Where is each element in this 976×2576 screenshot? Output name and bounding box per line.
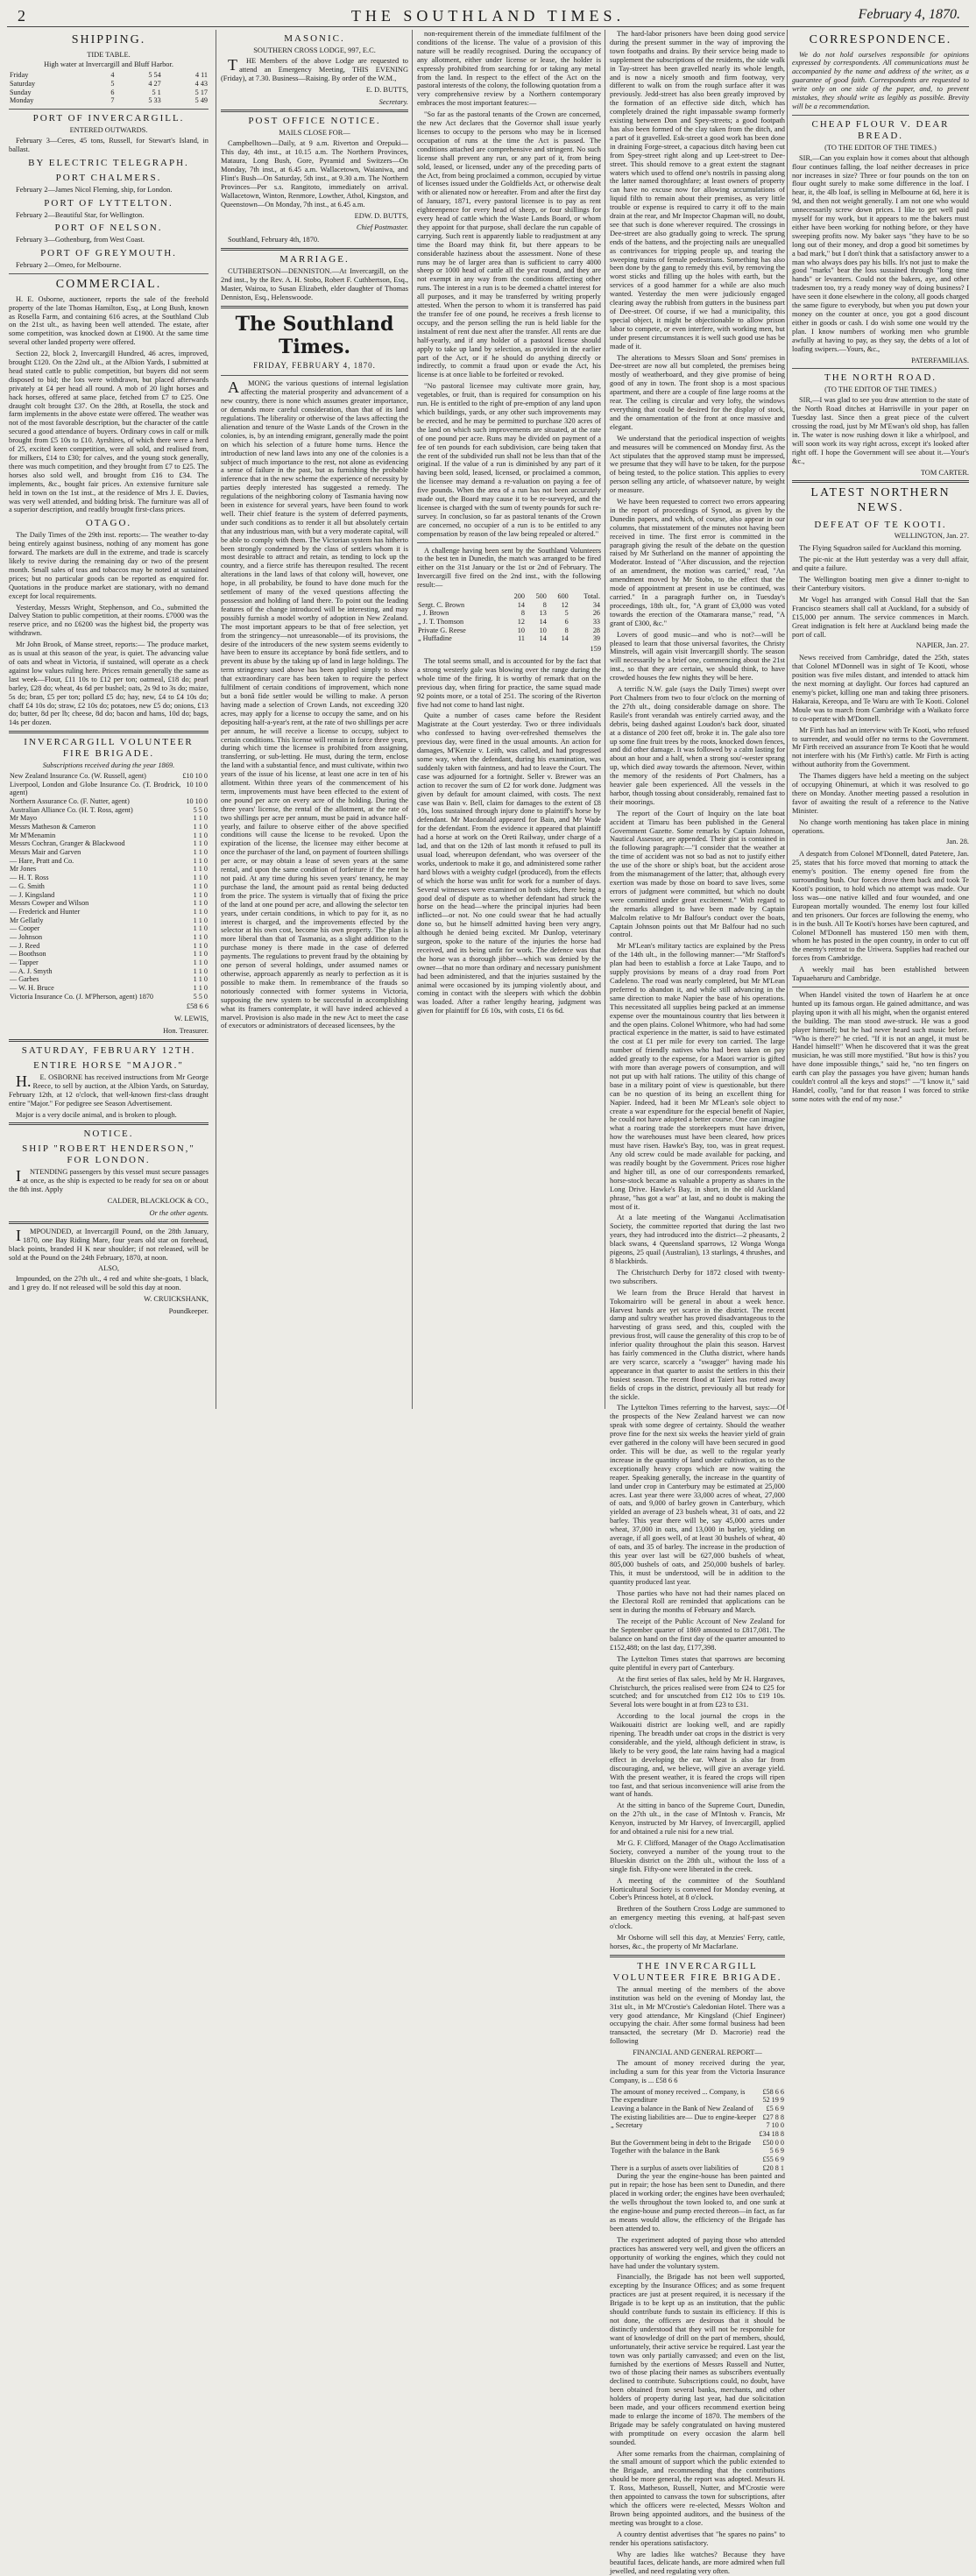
horse-major-heading: ENTIRE HORSE "MAJOR." xyxy=(33,1059,184,1071)
court-report: Quite a number of cases came before the Resident Magistrate at the Court yesterday. Two or three individuals who confessed to having over-refreshed themselves the previous day, were fined in the usual amounts. An action for damages, M'Kenzie v. Leith, was called, and had progressed some way, when the defendant, during his examination, was suddenly taken with faintness, and had to leave the Court. The case was adjourned for a fortnight. Seller v. Brewer was an action to recover the sum of £2 for work done. Judgment was given by default for amount claimed, with costs. The next case was Bain v. Bell, claim for damages to the extent of £8 10s, loss sustained through injury done to plaintiff's horse by defendant. Mr Macdonald appeared for Bain, and Mr Wade for the defendant. From the evidence it appeared that plaintiff had a horse at work on the Oreti Railway, under charge of a lad, and that on the 12th of last month it refused to pull its usual load, whereupon defendant, who was overseer of the works, undertook to make it go, and administered some rather hard blows with a weighty cudgel (produced), from the effects of which the horse was unfit for work for a number of days. Several witnesses were examined on both sides, there being a good deal of dispute as to whether defendant had struck the horse on the head—where the principal injuries had been inflicted—or not. No one could swear that he had actually done so, but he himself admitted having been very angry, although he denied being excited. Mr Dunlop, veterinary surgeon, spoke to the nature of the injuries the horse had received, and its being unfit for work. The defence was that the horse was a thorough jibber—which was denied by the owner—that no more than ordinary and necessary punishment had been administered, and that the injuries sustained by the animal were occasioned by its jumping violently about, and coming in contact with the sleepers with which the dobbin was loaded. After a rather lengthy hearing, judgment was given for plaintiff for £6 10s, with costs, £1 6s 6d. xyxy=(417,711,601,1016)
news-item-6: Mr Firth has had an interview with Te Kooti, who refused to surrender, and would offer no terms to the Government. Mr Firth received an assurance from Te Kooti that he would not interfere with his (Mr Firth's) cattle. Mr Firth is acting without authority from the Government. xyxy=(792,725,969,769)
subscription-row xyxy=(9,865,209,874)
ship-agent-name: CALDER, BLACKLOCK & CO., xyxy=(107,1197,209,1206)
subscription-row-cell: — W. H. Bruce xyxy=(10,983,54,992)
financial-report-amount: The amount of money received during the year, including a sum for this year from the Victoria Insurance Company, is ... £58 6 6 xyxy=(610,2059,785,2084)
subscription-row-cell: 1 1 0 xyxy=(193,890,208,899)
shooting-row-cell: Private G. Reese xyxy=(418,626,466,634)
financial-row xyxy=(610,2164,785,2173)
subscription-row-cell: 1 1 0 xyxy=(193,856,208,865)
jan-28-dateline: Jan. 28. xyxy=(946,838,969,846)
port-lyttelton-text: February 2—Beautiful Star, for Wellington. xyxy=(16,210,145,219)
subscription-row-cell: 5 5 0 xyxy=(193,992,208,1001)
financial-row xyxy=(610,2139,785,2148)
subscription-row-cell: Mr Jones xyxy=(10,865,37,874)
tide-row-cell: 5 17 xyxy=(194,88,208,96)
subscription-row xyxy=(9,942,209,951)
financial-cell: £55 6 9 xyxy=(762,2155,784,2164)
otago-paragraph-3: Mr John Brook, of Manse street, reports:— The produce market, as is usual at this season of the year, is quiet. The advancing value of oats and wheat in Victoria, if sustained, will operate as a check against low values ruling here. Prices remain generally the same as last week—Flour, £11 10s to £12 per ton; oatmeal, £18 do; pearl barley, £28 do; wheat, 4s 6d per bushel; oats, 2s 9d to 3s do; maize, 5s do; bran, £5 per ton; pollard £5 do; hay, new, £4 to £4 10s do; chaff £4 10s do; straw, £2 10s do; potatoes, new £5 do; onions, £13 do; butter, 8d per lb; cheese, 8d do; bacon and hams, 10d do; bags, 14s per dozen. xyxy=(9,640,209,727)
shooting-total: 159 xyxy=(590,645,601,654)
shooting-row-cell: „ J. T. Thomson xyxy=(418,618,464,626)
cheap-flour-letter: SIR,—Can you explain how it comes about that although flour continues falling, the loaf neither decreases in price nor increases in size? Three or four pounds on the ton on flour ought surely to make some difference in the loaf. I hear, it, the 4lb loaf, is selling in Melbourne at 6d, here it is 9d, and then not weight generally. I am not one who would unnecessarily screw down prices. I like to get well paid myself for my work, but it appears to me the bakers must either have been working for nothing before, or they have sweeping profits now. My baker says "they have to be so long out of their money, and drop a good bit sometimes by a bad mark," but I don't think that a satisfactory answer to a man who always does pay his bills. It's not just to make the good "marks" bear the loss sustained through "long time hands" or levanters. Could not the bakers, aye, and other tradesmen too, try a ready money way of doing business? I have seen it done elsewhere in the colony, all goods charged the same figure to everybody, but when you put down your money on the counter at once, you got a good discount either in goods or cash. I do wish some one would try the plan. I know numbers of working men who grumble awfully at having to pay, as they say, the debts of a lot of loafing swipers.—Yours, &c., xyxy=(792,153,969,353)
tide-row-cell: 4 11 xyxy=(194,71,208,80)
shooting-row-cell: 14 xyxy=(561,634,569,643)
local-item-10: Brethren of the Southern Cross Lodge are summoned to an emergency meeting this evening, at half-past seven o'clock. xyxy=(610,1905,785,1931)
subscription-row-cell: 1 1 0 xyxy=(193,932,208,941)
subscription-row-cell: 1 1 0 xyxy=(193,881,208,890)
tide-row-cell: 5 1 xyxy=(152,88,161,96)
shooting-row xyxy=(417,592,601,601)
prison-labor-item: The hard-labor prisoners have been doing good service during the present summer in the way of improving the town footpaths and drains. By their service being made to supplement the subscriptions of the residents, the side walk in Tay-street has been gravelled nearly its whole length, and is now a nicely smooth and firm footway, very different to walk on from the rough surface after it was previously. Jedd-street has also been greatly improved by the formation of an effective side ditch, which has completely drained the right impassable swamp formerly existing between Don and Spey-streets; a good footpath has also been formed of the clay taken from the ditch, and a part of it gravelled. Esk-street a good work has been done in draining Forge-street, a capacious ditch having been cut from Spey-street right along and up Leet-street to Dee-street. This should remove to a great extent the stagnant waters which used to offend one's nostrils in passing along the latter named thoroughfare; at least owners of property can have no excuse now for allowing accumulations of liquid filth to remain about their premises, as very little trouble or expense is required to carry it off to the main drain at the rear, and Mr Inspector Chapman will, no doubt, see that such is done wherever required. The crossings in Dee-street are also gradually going to wreck. The sprung ends of the battens, and the projecting nails are unequalled as contrivances for tripping people up, and tearing the sweeping trains of female pedestrians. Something has also been done by the gang to remedy this evil, by removing the worst sticks and filling up the holes with earth, but the services of a good hammer for a while are also much wanted. Yesterday the men were judiciously engaged clearing away the rubbish from gutters in the business part of Dee-street. Of course, if we had a municipality, this special object, it might be objectionable to allow prison labor to compete, or even interfere, with working men, but under present circumstances it is well such good use has be made of it. xyxy=(610,30,785,350)
tide-row-cell: 5 49 xyxy=(194,96,208,105)
subscription-row xyxy=(9,823,209,832)
north-road-to-editor: (TO THE EDITOR OF THE TIMES.) xyxy=(824,386,937,394)
cheap-flour-to-editor: (TO THE EDITOR OF THE TIMES.) xyxy=(824,143,937,152)
poundkeeper-name: W. CRUICKSHANK, xyxy=(144,1295,209,1304)
cheap-flour-signature: PATERFAMILIAS. xyxy=(911,356,969,364)
financial-cell xyxy=(610,2130,758,2139)
local-item-7: At the sitting in banco of the Supreme Court, Dunedin, on the 27th ult., in the case of M'Intosh v. Francis, Mr Kenyon, instructed by Mr Harvey, of Invercargill, applied for and obtained a rule nisi for a new trial. xyxy=(610,1801,785,1836)
christy-minstrels-item: Lovers of good music—and who is not?—will be pleased to learn that those universal favorites, the Christy Minstrels, will again visit Invercargill shortly. The season will necessarily be a brief one, commencing about the 21st inst., so that they are certain, we should think, to have crowded houses the few nights they will be here. xyxy=(610,630,785,683)
financial-cell: £58 6 6 xyxy=(762,2087,784,2096)
subscription-row-cell: — Tapper xyxy=(10,958,39,966)
subscription-row xyxy=(9,832,209,840)
local-item-4: The Lyttelton Times states that sparrows are becoming quite plentiful in every part of Canterbury. xyxy=(610,1654,785,1672)
financial-cell: „ Secretary xyxy=(611,2121,643,2130)
shooting-row-cell: 13 xyxy=(539,609,547,618)
mlean-tactics-item: Mr M'Lean's military tactics are explained by the Press of the 14th ult., in the following manner:—"Mr Stafford's plan had been to establish a force at Lake Taupo, and to supply provisions by means of a dray road from Port Cadeleno. The road was nearly completed, but Mr M'Lean preferred to abandon it, and while still advancing in the same direction to make Napier the base of his operations. This necessitated all supplies being packed at an immense expense over the mountainous country that lies between it and the open plains. Colonel Whitmore, who had had some practical experience in the matter, is said to have estimated the cost at £1 per mile for every ton carried. The large number of friendly natives who had been taken on pay added greatly to the expense, for a Maori warrior is gifted with more than average powers of consumption, and will not put up with half rations. The utility of this change of base in a military point of view is questionable, but there can be no question of its being an excellent thing for Napier. Indeed, had it been Mr M'Lean's sole object to create a war expenditure for the especial benefit of Napier, he could not have adopted a better course. One can imagine what a roaring trade the storekeepers must have driven, how the warehouses must have been cleared, how prices must have risen. Hawke's Bay, too, was in great request. Any old screw could be made available for packing, and was readily bought by the Government. Prices rose higher and higher till, as one of our correspondents remarked, horse-stock became as valuable a property as shares in the Long Drive. Hawke's Bay, in short, in the old Auckland phrase, "has got a war" at last, and no doubt is making the most of it. xyxy=(610,942,785,1211)
subscription-row-cell: — Hare, Pratt and Co. xyxy=(10,856,74,865)
subscription-row xyxy=(9,797,209,806)
financial-row xyxy=(610,2147,785,2155)
financial-report-subtitle: FINANCIAL AND GENERAL REPORT— xyxy=(633,2049,762,2057)
tide-row-cell: 4 xyxy=(110,71,115,80)
defeat-te-kooti-heading: DEFEAT OF TE KOOTI. xyxy=(814,519,947,530)
commercial-heading: COMMERCIAL. xyxy=(55,278,162,292)
commercial-paragraph-2: Section 22, block 2, Invercargill Hundred, 46 acres, improved, brought £120. On the 22nd ult., at the Albion Yards, I submitted at head stated cattle to public competition, but buyers did not seem disposed to bid; the lots were withdrawn, but placed afterwards privately at £4 per head all round. A mob of 20 light horses and hack horses, offered at same place, fetched from £7 to £25. One draught colt brought £37. On the 28th, at Rosella, the stock and farm implements in the above estate were offered. The weather was not of the most favorable description, but the character of the cattle secured a good attendance of buyers. Ordinary cows in calf or milk brought from £5 10s to £10. Ayrshires, of which there were a herd of 25, excited keen competition, were all sold, and realised from, for milkers, £14 to £30; for calves, and the young stock generally, there was much competition, and they brought from £7 to £25. The horses also sold well, and brought from £16 to £34. The implements, &c., bought fair prices. An extensive furniture sale held in town on the 1st inst., at the residence of Mrs J. E. Davies, was very well attended, and bidding brisk. The furniture was all of a superior description, and readily brought first-class prices. xyxy=(9,350,209,514)
financial-cell: The expenditure xyxy=(611,2096,658,2105)
horse-major-text-2: Major is a very docile animal, and is broken to plough. xyxy=(16,1110,177,1119)
column-1 xyxy=(9,30,212,1409)
financial-cell: But the Government being in debt to the Brigade xyxy=(611,2138,752,2147)
subscription-row-cell: Australian Alliance Co. (H. T. Ross, agent) xyxy=(10,805,133,814)
subscription-row-cell: Messrs Mair and Garven xyxy=(10,848,81,857)
financial-row xyxy=(610,2130,785,2139)
port-lyttelton-heading: PORT OF LYTTELTON. xyxy=(44,197,173,209)
north-road-heading: THE NORTH ROAD. xyxy=(824,372,937,384)
fire-brigade-fb-p4: The experiment adopted of paying those who attended practices has answered very well, and given the officers an opportunity of working the engines, which they could not have had under the voluntary system. xyxy=(610,2235,785,2270)
shooting-row-cell: 14 xyxy=(539,618,547,626)
fire-brigade-report-intro: The annual meeting of the members of the above institution was held on the evening of Monday last, the 31st ult., in Mr M'Crostie's Caledonian Hotel. There was a very good attendance, Mr Kingsland (Chief Engineer) occupying the chair. After some formal business had been transacted, the secretary (Mr D. Macrorie) read the following xyxy=(610,1985,785,2046)
otago-heading: OTAGO. xyxy=(85,518,132,529)
impound-notice-text: IMPOUNDED, at Invercargill Pound, on the 28th January, 1870, one Bay Riding Mare, four years old star on forehead, black points, branded H K near shoulder; if not released, will be sold at the Pound on the 24th February, 1870, at noon. xyxy=(9,1226,209,1262)
financial-table xyxy=(610,2088,785,2173)
acclimatisation-item: At a late meeting of the Wanganui Acclimatisation Society, the committee reported that during the last two years, they had introduced into the district—2 pheasants, 2 black swans, 4 Queensland sparrows, 12 Wonga Wonga pigeons, 25 quail (Australian), 13 starlings, 4 thrushes, and 8 blackbirds. xyxy=(610,1214,785,1265)
subscription-row-cell: 1 1 0 xyxy=(193,941,208,950)
subscription-row-cell: — H. T. Ross xyxy=(10,874,49,882)
shooting-row-cell: 12 xyxy=(561,600,569,609)
subscription-row xyxy=(9,891,209,900)
local-item-6: According to the local journal the crops in the Waikouaiti district are looking well, and are rapidly ripening. The breadth under oat crops in the district is very considerable, and the yield, although deficient in straw, is likely to be very good, the late rains having had a magical effect in developing the ear. Wheat is also far from discouraging, and, we believe, will give an average yield. With the present weather, it is feared the crops will ripen too fast, and that serious inconvenience will arise from the want of hands. xyxy=(610,1712,785,1799)
subscription-row-cell: — Boothson xyxy=(10,950,46,959)
financial-cell xyxy=(610,2155,758,2164)
subscription-row xyxy=(9,874,209,882)
subscription-row-cell: — Frederick and Hunter xyxy=(10,907,81,916)
subscription-row-cell: 1 1 0 xyxy=(193,983,208,992)
news-item-9: A despatch from Colonel M'Donnell, dated Patetere, Jan. 25, states that his force moved that morning to attack the enemy's position. The enemy opened fire from the surrounding bush. Our forces drove them back and took Te Kooti's position, to hold which no attempt was made. Our loss was—one native killed and four wounded, and one European mortally wounded. The enemy lost four killed and ten prisoners. Our forces are following the enemy, who is in the bush. All Te Kooti's horses have been captured, and Colonel M'Donnell has mustered 150 men with them, whom he has posted in the open country, in order to cut off the enemy's retreat to the Uriwera. Supplies had reached our forces from Cambridge. xyxy=(792,850,969,963)
subscription-row-cell: 1 1 0 xyxy=(193,916,208,924)
marriage-text: CUTHBERTSON—DENNISTON.—At Invercargill, on the 2nd inst., by the Rev. A. H. Stobo, Robert F. Cuthbertson, Esq., Master, Wairoa, to Susan Elizabeth, elder daughter of Thomas Denniston, Esq., Helenswoode. xyxy=(221,267,408,301)
financial-cell: £27 8 8 xyxy=(762,2112,784,2121)
subscription-row-cell: 1 1 0 xyxy=(193,848,208,857)
subscription-row xyxy=(9,772,209,781)
fire-brigade-dentist: A country dentist advertises that "he spares no pains" to render his operations satisfactory. xyxy=(610,2530,785,2547)
postmaster-name: EDW. D. BUTTS, xyxy=(354,211,408,220)
shipping-heading: SHIPPING. xyxy=(71,33,146,46)
masonic-secretary-title: Secretary. xyxy=(378,97,408,106)
treasurer-name: W. LEWIS, xyxy=(174,1015,209,1023)
leader-quote-2: "No pastoral licensee may cultivate more grain, hay, vegetables, or fruit, than is required for consumption on his run. He is entitled to the right of pre-emption of any land upon which buildings, yards, or any other such improvements may be erected, and he may be permitted to purchase 320 acres of the land on which such improvements are situated, at the rate of one pound per acre. Runs may be divided on payment of a fee of ten pounds for each subdivision, care being taken that the rent of the subdivided run shall not be less than that of the original. If the value of a run is diminished by any part of it having been sold, leased, licensed, or proclaimed a common, the licensee may demand a re-valuation on paying a fee of five pounds. When the area of a run has not been accurately made out, the Board may cause it to be re-surveyed, and the licensee is charged with the sum of twenty pounds for such re-survey. In conclusion, so far as pastoral tenants of the Crown are concerned, no occupier of a run is to be entitled to any compensation by reason of the law being repealed or altered." xyxy=(417,382,601,538)
port-invercargill-heading: PORT OF INVERCARGILL. xyxy=(32,113,185,124)
tide-row xyxy=(9,88,209,97)
financial-row xyxy=(610,2105,785,2113)
subscription-row-cell: New Zealand Insurance Co. (W. Russell, agent) xyxy=(10,772,146,781)
shooting-match-text: A challenge having been sent by the Southland Volunteers to the best ten in Dunedin, the match was arranged to be fired either on the 31st January or the 1st or 2nd of February. The Invercargill five fired on the 2nd inst., with the following result:— xyxy=(417,546,601,590)
latest-news-heading: LATEST NORTHERN NEWS. xyxy=(810,486,951,514)
harvest-item: We learn from the Bruce Herald that harvest in Tokomairiro will be general in about a week hence. Harvest hands are yet scarce in the district. The recent damp and sultry weather has proved disadvantageous to the harvesting of grass seed, and this, coupled with the previous frost, will cause the generality of this crop to be of inferior quality throughout the plain this season. Harvest has fairly commenced in the Clutha district, where hands are very scarce, scarcely a "swagger" having made his appearance in that quarter to assist the settlers in this their busiest season. The recent flood at Taieri has rotted away fields of crops in the district, previously all but ready for the sickle. xyxy=(610,1288,786,1401)
port-greymouth-text: February 2—Omeo, for Melbourne. xyxy=(16,261,122,270)
masthead: The Southland Times. xyxy=(235,312,394,358)
column-5 xyxy=(787,30,973,1409)
commercial-paragraph-1: H. E. Osborne, auctioneer, reports the sale of the freehold property of the late Thomas Hamilton, Esq., at Long Bush, known as Rosella Farm, and containing 616 acres, at the Southland Club on the 21st ult., as having been well attended. The estate, after some competition, was knocked down at £1900. At the same time several other landed property were offered. xyxy=(9,294,209,347)
otago-paragraph-2: Yesterday, Messrs Wright, Stephenson, and Co., submitted the Dalvey Station to public competition, at their rooms. £7000 was the reserve price, and no £6200 was the highest bid, the property was withdrawn. xyxy=(9,603,209,638)
tide-table-title: TIDE TABLE. xyxy=(87,50,131,59)
cheap-flour-heading: CHEAP FLOUR V. DEAR BREAD. xyxy=(811,118,950,141)
tide-row-cell: Sunday xyxy=(10,88,32,96)
financial-cell: There is a surplus of assets over liabilities of xyxy=(611,2163,739,2172)
shooting-row xyxy=(417,609,601,618)
news-item-4: Mr Vogel has arranged with Consul Hall that the San Francisco steamers shall call at Auckland, for a subsidy of £15,000 per annum. The service commences in March. Great indignation is felt here at Auckland being made the port of call. xyxy=(792,595,969,639)
marriage-heading: MARRIAGE. xyxy=(279,254,350,265)
news-item-3: The Wellington boating men give a dinner to-night to their Canterbury visitors. xyxy=(792,576,969,593)
subscription-row-cell: 1 1 0 xyxy=(193,907,208,916)
post-office-date: Southland, February 4th, 1870. xyxy=(228,236,320,244)
subscription-row-cell: Messrs Cowper and Wilson xyxy=(10,899,89,908)
news-item-5: News received from Cambridge, dated the 25th, states that Colonel M'Donnell was in sight of Te Kooti, whose position was five miles distant, and intended to attack him the next morning at daylight. Our forces had captured an enemy's picket, killing one man and taking three prisoners. Hakaraia, Kereopa, and Te Waru are with Te Kooti. Colonel Moule was to march from Cambridge with a Waikato force to co-operate with M'Donnell. xyxy=(792,654,969,723)
shooting-row-cell: Sergt. C. Brown xyxy=(418,600,465,609)
tide-row-cell: Saturday xyxy=(10,80,36,88)
treasurer-title: Hon. Treasurer. xyxy=(163,1027,209,1036)
subscription-row-cell: 1 1 0 xyxy=(193,950,208,959)
subscription-row-cell: 1 1 0 xyxy=(193,831,208,839)
subscription-row xyxy=(9,984,209,993)
tide-row xyxy=(9,71,209,80)
subscription-row-cell: Victoria Insurance Co. (J. M'Pherson, agent) 1870 xyxy=(10,992,154,1001)
subscription-row-cell: 1 1 0 xyxy=(193,966,208,975)
shooting-note: The total seems small, and is accounted for by the fact that a strong westerly gale was blowing over the range during the whole time of the firing. It is worthy of remark that on the previous day, when firing for practice, the same squad made 92 points more, or a total of 251. The scoring of the Riverton five had not come to hand last night. xyxy=(417,657,601,709)
fire-brigade-fb-p6: After some remarks from the chairman, complaining of the small amount of support which the public extended to the Brigade, and recommending that the contributions should be more general, the report was adopted. Messrs H. T. Ross, Matheson, Russell, Nutter, and M'Crostie were then appointed to canvass the town for subscriptions, after which the officers were re-elected, Messrs Wolton and Brown being appointed auditors, and the business of the meeting was brought to a close. xyxy=(610,2449,785,2527)
subscription-row-cell: Messrs Matheson & Cameron xyxy=(10,823,96,832)
notice-heading: NOTICE. xyxy=(83,1129,134,1140)
subscriptions-total: £58 6 6 xyxy=(186,1002,209,1011)
shooting-row-cell: 11 xyxy=(518,634,525,643)
subscription-row xyxy=(9,806,209,815)
sloan-premises-item: The alterations to Messrs Sloan and Sons' premises in Dee-street are now all but completed, the premises being mostly of weatherboard, and they give promise of being good of any in town. The front shop is a most spacious apartment, and there are a couple of fine large rooms at the rear. The ceiling is circular and very lofty, the windows everything that could be desired for the display of stock, and the ornamentation of the front at once massive and elegant. xyxy=(610,353,785,431)
tide-table xyxy=(9,71,209,105)
north-road-signature: TOM CARTER. xyxy=(920,468,969,477)
ship-agent-other: Or the other agents. xyxy=(149,1208,209,1217)
local-item-11: Mr Osborne will sell this day, at Menzies' Ferry, cattle, horses, &c., the property of Mr Macfarlane. xyxy=(610,1934,785,1950)
fire-brigade-ad-heading: INVERCARGILL VOLUNTEER FIRE BRIGADE. xyxy=(24,737,194,760)
subscription-row xyxy=(9,950,209,959)
news-item-8: No change worth mentioning has taken place in mining operations. xyxy=(792,817,969,835)
tide-row xyxy=(9,80,209,88)
leader-article: AMONG the various questions of internal legislation affecting the material prosperity and advancement of a new country, there is none which assumes greater importance, or demands more careful consideration, than that of its land regulations. The liberality or otherwise of the laws affecting the alienation and tenure of the Waste Lands of the Crown in the colonies, is, by an intending emigrant, generally made the point on which his selection of a future home turns. Hence the introduction of new land laws into any one of the colonies is a subject of much importance to the rest, not alone as evidencing a sense of failure in the past, but as furnishing the probable inference that in the new scheme the experience of necessity by parties deeply interested has suggested a remedy. The regulations of the neighboring colony of Tasmania having now been in existence for several years, have been found to work well. Their chief feature is the system of deferred payments, under such conditions as to render it all but absolutely certain that any industrious man, with but a very moderate capital, will be able to comply with them. The Victorian system has hitherto been strongly condemned by the class of settlers whom it is most desirable to attract and retain, as tending to lock up the country, and a fierce strife has thereupon resulted. The recent alterations in the land laws of that colony will, however, one hope, in all probability, be found to have done much for the settlement of many of the vexed questions affecting the possession and holding of land there. To point out the leading features of the change introduced will be interesting, and may possibly furnish a model worthy of adoption in New Zealand. The most important appears to be that of free selection, yet from the stringency—not unreasonable—of its provisions, the desire of the introducers of the new system seems evidently to have been to ensure its acceptance by bonâ fide settlers, and to prevent its abuse by the taking up of land in large holdings. The term stringency used above has been applied simply to show that extraordinary care has been taken to require the perfect fulfilment of certain conditions of improvement, which none but a bonâ fide settler would be willing to make. A person having made a selection of Crown Lands, not exceeding 320 acres, may apply for a license to occupy the same, and on his depositing half-a-year's rent, at the rate of two shillings per acre per annum, he will receive a license to occupy, subject to certain conditions. This license will remain in force three years, during which time the licensee is prohibited from assigning, transferring, or sub-letting. He must, during the term, enclose the land with a substantial fence, and must cultivate, within two years of the issue of his license, at least one acre in ten of his allotment. Within three years of the commencement of his term, improvements must have been effected to the extent of one pound per acre on every acre of the holding. During the three years' license, the rental of the allotment, at the rate of two shillings per acre per annum, must be paid in advance half-yearly, and failure to observe either of the above specified conditions will cause the license to be revoked. Upon the expiration of the license, the licensee may either become at once the purchaser of the land, on payment of fourteen shillings per acre, or may obtain a lease of seven years at the same rental, and upon the same condition of forfeiture if the rent be not paid. At any time during his seven years' tenancy, he may purchase the land, the amount paid as rental being deducted from the price. The system is virtually that of fixing the price of the land at one pound per acre, and allowing the selector ten years, under certain conditions, in which to pay for it, as no interest is charged, and the improvements effected by the selector at his own cost, become his own property. The plan is more liberal than that of Tasmania, as a slight addition to the purchase money is there made in the case of deferred payments. The regulations to prevent fraud by the obtaining by one person of several holdings, under assumed names or otherwise, approach apparently as nearly to perfection as it is possible to make them. In remembrance of the frauds so notoriously connected with former systems in Victoria, supposing the new system to be successful in accomplishing what its framers contemplate, it will have indeed achieved a marvel. Provision is also made in the new Act to meet the case of executors or administrators of deceased licensees, by the xyxy=(221,379,408,1030)
page-number: 2 xyxy=(18,7,25,25)
financial-cell: The existing liabilities are— Due to engine-keeper xyxy=(611,2112,756,2121)
financial-cell: £20 8 1 xyxy=(762,2163,784,2172)
subscription-row-cell: Northern Assurance Co. (F. Nutter, agent) xyxy=(10,797,130,806)
subscription-row xyxy=(9,848,209,857)
financial-cell: £50 0 0 xyxy=(762,2138,784,2147)
synod-correction-item: We have been requested to correct two errors appearing in the report of proceedings of Synod, as given by the Dunedin papers, and which, of course, also appear in our columns, that misstatement of the minutes not having been received in time. The first error is committed in the paragraph giving the result of the debate on the question raised by Mr Sutherland on the manner of appointing the Moderator. Instead of "After discussion, and the rejection of an amendment, the motion was carried," read, "An amendment moved by Mr Stobo, to the effect that the mode of appointment at present in use be continued, was carried." In a paragraph further on, in Tuesday's proceedings, 18th ult., for, "A grant of £3,000 was voted towards the erection of the Otamarara manse," read, "A grant of £300, &c." xyxy=(610,498,785,627)
tide-row-cell: 4 43 xyxy=(194,80,208,88)
telegraph-heading: BY ELECTRIC TELEGRAPH. xyxy=(28,157,189,168)
subscription-row-cell: — A. J. Smyth xyxy=(10,966,53,975)
news-item-2: The pic-nic at the Hutt yesterday was a very dull affair, and quite a failure. xyxy=(792,556,969,573)
port-greymouth-heading: PORT OF GREYMOUTH. xyxy=(40,248,177,259)
tide-row-cell: 7 xyxy=(110,96,115,105)
subscription-row-cell: 1 1 0 xyxy=(193,924,208,933)
subscription-row-cell: Mr Mayo xyxy=(10,814,38,823)
tide-row-cell: 5 33 xyxy=(148,96,161,105)
column-4 xyxy=(605,30,789,2576)
port-chalmers-text: February 2—James Nicol Fleming, ship, for London. xyxy=(16,185,173,194)
subscription-row-cell: — Johnson xyxy=(10,932,43,941)
subscription-row-cell: 10 10 0 xyxy=(186,780,208,789)
shooting-row-cell: 8 xyxy=(520,609,525,618)
subscription-row-cell: Mr M'Menamin xyxy=(10,831,56,839)
shooting-row-cell: 14 xyxy=(539,634,547,643)
subscription-row-cell: 1 1 0 xyxy=(193,874,208,882)
entered-outwards: ENTERED OUTWARDS. xyxy=(69,125,148,134)
shooting-row xyxy=(417,626,601,635)
subscription-row xyxy=(9,839,209,848)
tide-row-cell: 4 27 xyxy=(148,80,161,88)
financial-cell: 5 6 9 xyxy=(769,2147,784,2155)
financial-cell: £5 6 9 xyxy=(766,2105,784,2113)
news-item-7: The Thames diggers have held a meeting on the subject of occupying Ohinemuri, at which it was resolved to go there on Monday. Another meeting passed a resolution in favor of awaiting the result of a reference to the Native Minister. xyxy=(792,772,969,815)
subscription-row-cell: 1 1 0 xyxy=(193,899,208,908)
leader-quote-1: "So far as the pastoral tenants of the Crown are concerned, the new Act declares that the Governor shall issue yearly licenses to occupy to the persons who may be in licensed occupation of runs at the time the Act is passed. The conditions attached are comprehensive and stringent. No such license shall prevent any run, or any part of it, from being sold, leased, or licensed, under any of the preceding parts of the Act, from being proclaimed a common, occupied by virtue of licenses issued under the Goldfields Act, or otherwise dealt with or alienated now or hereafter. From and after the first day of January, 1871, every pastoral licensee is to pay as rent eighteenpence for every head of sheep, or four shillings for every head of cattle which the Waste Lands Board, or whom they appoint for that purpose, shall declare the run capable of carrying. Such rent is apparently liable to readjustment at any time the Board may think fit, but there appears to be considerable haziness about the assessment. None of these runs may be of larger area than is sufficient to carry 4000 sheep or 1000 head of cattle all the year round, and they are not exempt in any way from the conditions affecting other runs. The interest in a run is to be deemed a chattel interest for all purposes, and it may be transferred by writing properly attested. When the person to whom it is transferred has paid the transfer fee of one pound, he receives a fresh license to occupy, and the person selling the run is held liable for the instalment of rent due next after the transfer. All rents are due half-yearly, and if any holder of a pastoral license should apply to take up land by selection, as provided in the earlier part of the Act, or if he should do anything directly or indirectly, to commit a fraud upon or evade the Act, his license is at once liable to be forfeited or revoked. xyxy=(417,110,601,379)
subscription-row-cell: Liverpool, London and Globe Insurance Co. (T. Brodrick, agent) xyxy=(10,780,181,797)
shooting-row-cell: „ Huffadine xyxy=(418,634,452,643)
post-office-text: Campbelltown—Daily, at 9 a.m. Riverton and Orepuki—This day, 4th inst., at 10.15 a.m. The Northern Provinces, Mataura, Long Bush, Gore, Pyramid and Switzers—On Monday, 7th inst., at 6.45 a.m. Wallacetown, Waianiwa, and Flint's Bush—On Saturday, 5th inst., at 9.30 a.m. The Northern Provinces—Per s.s. Rangitoto, immediately on arrival. Wallacetown, Winton, Renmore, Lowther, Athol, Kingston, and Queenstown—On Monday, 7th inst., at 6.45 a.m. xyxy=(221,139,408,209)
subscription-row-cell: — J. Reed xyxy=(10,941,40,950)
shooting-row xyxy=(417,618,601,626)
shooting-row-cell: 5 xyxy=(564,609,569,618)
subscription-row-cell: 1 1 0 xyxy=(193,839,208,848)
wellington-dateline: WELLINGTON, Jan. 27. xyxy=(894,532,969,541)
subscription-row-cell: — G. Smith xyxy=(10,881,45,890)
financial-row xyxy=(610,2155,785,2164)
saturday-auction-heading: SATURDAY, FEBRUARY 12TH. xyxy=(21,1044,196,1056)
newspaper-title: THE SOUTHLAND TIMES. xyxy=(350,7,626,25)
local-item-2: Those parties who have not had their names placed on the Electoral Roll are reminded that applications can be sent in during the months of February and March. xyxy=(610,1589,785,1615)
shooting-row-cell: Total. xyxy=(583,592,600,601)
local-item-9: A meeting of the committee of the Southland Horticultural Society is convened for Monday evening, at Cober's Princess hotel, at 8 o'clock. xyxy=(610,1876,785,1902)
shooting-row-cell: 8 xyxy=(564,626,569,634)
subscription-row xyxy=(9,781,209,797)
column-3 xyxy=(412,30,605,1409)
subscription-row xyxy=(9,857,209,866)
shooting-row-cell: 12 xyxy=(517,618,525,626)
financial-row xyxy=(610,2113,785,2122)
shooting-row-cell: 200 xyxy=(513,592,525,601)
poundkeeper-title: Poundkeeper. xyxy=(168,1307,209,1316)
shooting-score-table xyxy=(417,592,601,643)
editorial-dateline: FRIDAY, FEBRUARY 4, 1870. xyxy=(253,360,376,370)
shooting-row-cell: 14 xyxy=(517,600,525,609)
shooting-row-cell: „ J. Brown xyxy=(418,609,449,618)
shooting-row-cell: 10 xyxy=(517,626,525,634)
subscription-row xyxy=(9,993,209,1001)
handel-anecdote: When Handel visited the town of Haarlem he at once hunted up its famous organ. He gained admittance, and was playing upon it with all his might, when the organist entered the building. The man stood awe-struck. He was a good player himself; but he had never heard such music before. "Who is there?" he cried. "If it is not an angel, it must be Handel himself!" When he discovered that it was the great musician, he was still more mystified. "But how is this? you have done impossible things," said he, "no ten fingers on earth can play the passages you have given; human hands couldn't control all the keys and stops!" —"I know it," said Handel, coolly, "and for that reason I was forced to strike some notes with the end of my nose." xyxy=(792,990,969,1103)
financial-row xyxy=(610,2088,785,2097)
weights-measures-item: We understand that the periodical inspection of weights and measures will be commenced on Monday first. As the Act stipulates that the approved stamp must be impressed, we presume that they will have to be taken, for the purpose of being tested, to the police station. This applies to every person selling any article, of whatsoever nature, by weight or measure. xyxy=(610,434,785,495)
financial-cell: Leaving a balance in the Bank of New Zealand of xyxy=(611,2105,753,2113)
masonic-lodge: SOUTHERN CROSS LODGE, 997, E.C. xyxy=(253,46,376,54)
shooting-row-cell: 34 xyxy=(592,600,600,609)
column-2 xyxy=(216,30,413,1409)
subscription-row-cell: — J. Kingsland xyxy=(10,890,55,899)
shooting-row-cell: 500 xyxy=(535,592,547,601)
financial-cell: 7 10 0 xyxy=(766,2121,784,2130)
masonic-secretary-name: E. D. BUTTS, xyxy=(365,85,408,94)
tide-row-cell: Friday xyxy=(10,71,29,80)
horse-major-text: H.E. OSBORNE has received instructions from Mr George Reece, to sell by auction, at the Albion Yards, on Saturday, February 12th, at 12 o'clock, that well-known first-class draught entire "Major." For pedigree see Season Advertisement. xyxy=(9,1072,209,1108)
fire-brigade-fb-p5: Financially, the Brigade has not been well supported, excepting by the Insurance Offices; and as some frequent practices are just at present required, it is necessary if the Brigade is to be kept up as an institution, that the public should contribute funds to sustain its efficiency. If this is not done, the officers are desirous that it should be distinctly understood that they will not be responsible for want of knowledge of drill on the part of members, should, unfortunately, their active service be required. Last year the town was only partially canvassed; and even on the list, furnished by the exertions of Messrs Russell and Nutter, two of those placing their names as subscribers eventually declined to contribute. Subscriptions could, no doubt, have been obtained from several banks, merchants, and other holders of property during last year, had due solicitation been made, and your officers recommend exertion being made to enlarge the income of 1870. The members of the Brigade may be safely congratulated on having mustered with promptitude on every occasion the alarm bell sounded. xyxy=(610,2273,785,2446)
port-chalmers-heading: PORT CHALMERS. xyxy=(55,172,162,183)
financial-cell: The amount of money received ... Company, is xyxy=(611,2087,746,2096)
subscription-row xyxy=(9,933,209,942)
subscription-row xyxy=(9,882,209,891)
fire-brigade-ladies: Why are ladies like watches? Because they have beautiful faces, delicate hands, are more admired when full jewelled, and need regulating very often. xyxy=(610,2550,785,2576)
masonic-heading: MASONIC. xyxy=(284,33,345,44)
shooting-row-cell: 6 xyxy=(564,618,569,626)
subscription-row xyxy=(9,967,209,976)
shooting-row-cell: 33 xyxy=(592,618,600,626)
gale-item: A terrific N.W. gale (says the Daily Times) swept over Port Chalmers from two to four o'clock on the morning of the 27th ult., doing considerable damage on shore. The Rasile's front verandah was entirely carried away, and the debris, being dashed against Loudon's back door, situated at a distance of 200 feet off, broke it in. The gale also tore up some fine fruit trees by the roots, knocked down fences, and did other damage. It was followed by a calm lasting for about an hour and a half, when a strong sou'-wester sprang up, which died away towards the afternoon. Never, within the memory of the residents of Port Chalmers, has a heavier gale been experienced. All the vessels in the harbor, though tossing about considerably, remained fast to their moorings. xyxy=(610,685,785,806)
subscription-row xyxy=(9,916,209,925)
ship-robert-henderson-heading: SHIP "ROBERT HENDERSON," FOR LONDON. xyxy=(22,1143,195,1166)
local-item-5: At the first series of flax sales, held by Mr H. Hargraves, Christchurch, the prices realised were from £24 to £25 for scutched; and for unscutched from £12 10s to £19 10s. Several lots were bought in at from £23 to £31. xyxy=(610,1674,785,1709)
post-office-heading: POST OFFICE NOTICE. xyxy=(248,116,381,127)
subscription-row-cell: 1 1 0 xyxy=(193,865,208,874)
shooting-row xyxy=(417,601,601,610)
subscriptions-table xyxy=(9,772,209,1001)
otago-paragraph-1: The Daily Times of the 29th inst. reports:— The weather to-day being entirely against business, nothing of any moment has gone forward. The markets are dull in the extreme, and trade is scarcely likely to revive during the remaining day or two of the present month. Small sales of teas and tobaccos may be noted at sustained prices; but no particular goods can be reported as enquired for. Quotations in the produce market are stationary, with no demand except for local requirements. xyxy=(9,531,209,600)
napier-dateline: NAPIER, Jan. 27. xyxy=(916,641,969,650)
ship-notice-text: INTENDING passengers by this vessel must secure passages at once, as the ship is expected to be ready for sea on or about the 8th inst. Apply xyxy=(9,1167,209,1194)
subscription-row-cell: 1 1 0 xyxy=(193,823,208,832)
financial-row xyxy=(610,2096,785,2105)
shooting-row xyxy=(417,634,601,643)
subscription-row-cell: £10 10 0 xyxy=(182,772,208,781)
subscription-row xyxy=(9,959,209,967)
subscription-row-cell: 1 1 0 xyxy=(193,975,208,984)
leader-continued-1: non-requirement therein of the immediate fulfilment of the conditions of the license. The value of a provision of this nature will be readily recognised. During the occupancy of any allotment, either under license or lease, the holder is expressly prohibited from searching for or taking any metal from the land. In respect to the effect of the Act on the pastoral interests of the colony, the following quotation from a very comprehensive review by a Northern contemporary embraces the most important features:— xyxy=(417,30,601,108)
page-header xyxy=(7,7,969,27)
shooting-row-cell: 8 xyxy=(542,600,547,609)
tide-row-cell: 5 xyxy=(110,80,115,88)
impound-also: ALSO, xyxy=(98,1264,119,1273)
news-item-10: A weekly mail has been established between Tapuaeharuru and Cambridge. xyxy=(792,966,969,983)
tide-table-note: High water at Invercargill and Bluff Harbor. xyxy=(44,60,173,69)
fire-brigade-fb-p3: During the year the engine-house has been painted and put in repair; the hose has been sent to Dunedin, and there placed in working order; the engines have been overhauled; the wells throughout the town looked to, and one sunk at the engine-house and pump erected thereon—in fact, as far as means would allow, the efficiency of the Brigade has been attended to. xyxy=(610,2172,785,2233)
subscription-row-cell: Mr Gellatly xyxy=(10,916,44,924)
mails-close-subtitle: MAILS CLOSE FOR— xyxy=(279,129,350,138)
subscription-row xyxy=(9,908,209,916)
tide-row xyxy=(9,96,209,105)
local-item-1: The Lyttelton Times referring to the harvest, says:—Of the prospects of the New Zealand harvest we can now speak with some degree of certainty. Should the weather prove fine for the next six weeks the heavier yield of grain ever gathered in the colony will have been secured in good order. This will be due, as well to the regular yearly increase in the quantity of land under cultivation, as to the exceptionally heavy crops which are now waiting the reaper. Speaking generally, the increase in the quantity of land under crop in Canterbury may be estimated at 25,000 acres. Last year there were 33,000 acres of wheat, 27,000 of oats, and 9,000 of barley grown in Canterbury, which yielded an average of 23 bushels wheat, 31 of oats, and 22 barley. This year there will be, say 45,000 acres under wheat, 37,000 in oats, and 13,000 in barley, yielding on average, if all goes well, of at least 30 bushels of wheat, 40 of oats, and 35 of barley. The increase in the production of this year over last will be 627,000 bushels of wheat, 805,000 bushels of oats, and 250,000 bushels of barley. This, it must be understood, will be in addition to the quantity produced last year. xyxy=(610,1404,785,1586)
fire-brigade-report-heading: THE INVERCARGILL VOLUNTEER FIRE BRIGADE. xyxy=(612,1960,782,1983)
financial-cell: £34 18 8 xyxy=(759,2130,784,2139)
shooting-row-cell: 10 xyxy=(539,626,547,634)
subscription-row-cell: 1 1 0 xyxy=(193,958,208,966)
shooting-row-cell: 26 xyxy=(592,609,600,618)
postmaster-title: Chief Postmaster. xyxy=(356,223,408,232)
subscription-row-cell: 10 10 0 xyxy=(186,797,208,806)
port-nelson-text: February 3—Gothenburg, from West Coast. xyxy=(16,236,145,244)
local-item-3: The receipt of the Public Account of New Zealand for the September quarter of 1869 amounted to £817,081. The balance on hand on the first day of the quarter amounted to £152,488; on the last day, £177,398. xyxy=(610,1617,785,1652)
port-nelson-heading: PORT OF NELSON. xyxy=(54,223,163,234)
subscription-row-cell: — Garbes xyxy=(10,975,39,984)
subscription-row-cell: Messrs Cochran, Granger & Blackwood xyxy=(10,839,125,848)
issue-date: February 4, 1870. xyxy=(858,7,960,22)
tide-row-cell: 5 54 xyxy=(148,71,161,80)
shooting-row-cell xyxy=(417,592,504,601)
financial-cell: Together with the balance in the Bank xyxy=(611,2147,720,2155)
shooting-row-cell: 28 xyxy=(592,626,600,634)
masonic-text: THE Members of the above Lodge are requested to attend an Emergency Meeting, THIS EVENING (Friday), at 7.30. Business—Raising. By order of the W.M., xyxy=(221,55,408,82)
tide-row-cell: 6 xyxy=(110,88,115,96)
north-road-letter: SIR,—I was glad to see you draw attention to the state of the North Road ditches at Harrisville in your paper on Tuesday last. Since then a great piece of the culvert crossing the road, just by Mr M'Ewan's old shop, has fallen in. The water is now rushing down it like a whirlpool, and will soon work its way right across, except it's looked after right off. I hope the Government will see about it.—Your's &c., xyxy=(792,396,969,465)
subscription-row-cell: 5 5 0 xyxy=(193,805,208,814)
local-item-8: Mr G. F. Clifford, Manager of the Otago Acclimatisation Society, conveyed a number of the young trout to the Blueskin district on the 28th ult., without the loss of a single fish. Fifty-one were liberated in the creek. xyxy=(610,1838,785,1873)
subscription-row xyxy=(9,924,209,933)
financial-cell: 52 19 9 xyxy=(762,2096,784,2105)
correspondence-note: We do not hold ourselves responsible for opinions expressed by correspondents. All communications must be accompanied by the name and address of the writer, as a guarantee of good faith. Correspondents are requested to write only on one side of the paper, and, to prevent mistakes, they should write as legibly as possible. Brevity will be a recommendation. xyxy=(792,50,969,110)
impound-notice-text-2: Impounded, on the 27th ult., 4 red and white she-goats, 1 black, and 1 grey do. If not released will be sold this day at noon. xyxy=(9,1275,209,1292)
news-item-1: The Flying Squadron sailed for Auckland this morning. xyxy=(799,544,962,553)
shooting-row-cell: 39 xyxy=(592,634,600,643)
subscription-row-cell: — Cooper xyxy=(10,924,40,933)
shooting-row-cell: 600 xyxy=(557,592,569,601)
tide-row-cell: Monday xyxy=(10,96,34,105)
fire-brigade-ad-subtitle: Subscriptions received during the year 1869. xyxy=(42,761,175,770)
derby-item: The Christchurch Derby for 1872 closed with twenty-two subscribers. xyxy=(610,1268,785,1285)
financial-row xyxy=(610,2121,785,2130)
subscription-row xyxy=(9,975,209,984)
port-invercargill-text: February 3—Ceres, 45 tons, Russell, for Stewart's Island, in ballast. xyxy=(9,136,209,153)
correspondence-heading: CORRESPONDENCE. xyxy=(809,33,952,46)
subscription-row xyxy=(9,899,209,908)
subscription-row xyxy=(9,814,209,823)
subscription-row-cell: 1 1 0 xyxy=(193,814,208,823)
timaru-inquiry-item: The report of the Court of Inquiry on the late boat accident at Timaru has been published in the General Government Gazette. Some remarks by Captain Johnson, Nautical Assessor, are appended. Their gist is contained in the following paragraph:—"I consider that the weather at the time of accident was not so bad as not to justify either the use of the shore or ship's boat, but the accident arose from the mismanagement of the latter; that, although every exertion was made by those on board to save lives, some errors of judgment were committed, but which no doubt were committed under great excitement." With regard to the remarks alleged to have been made by Captain Malcolm relative to Mr Balfour's conduct over the boats, Captain Johnson points out that Mr Balfour had no such control. xyxy=(610,809,785,939)
